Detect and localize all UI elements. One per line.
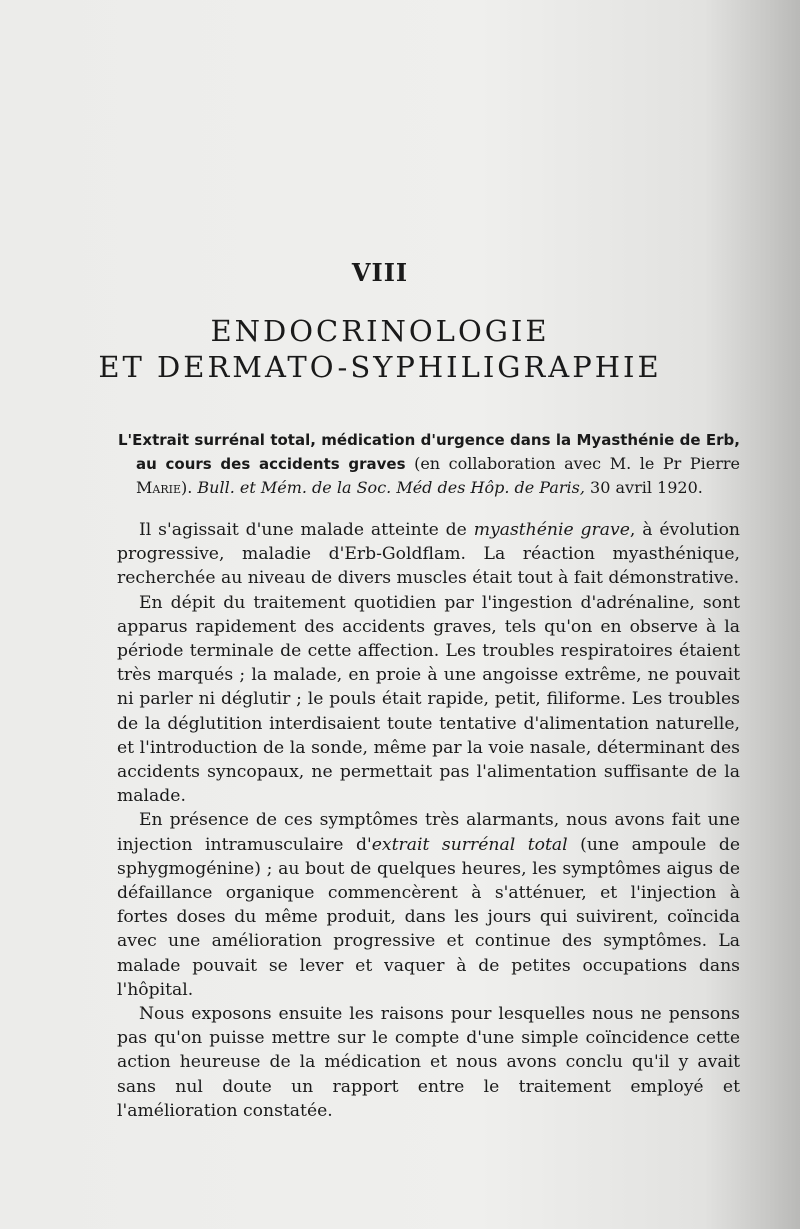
chapter-number: VIII [351,258,409,287]
bibliographic-reference [118,428,740,500]
paragraph-3-emphasis: extrait surrénal total [371,834,568,855]
reference-date: 30 avril 1920. [584,478,703,497]
reference-collaboration: (en collaboration avec M. le Pr Pierre [405,454,740,473]
paragraph-1-text-b: , à évolution progressive, maladie d'Erb-Goldflam. La réaction myasthénique, recherchée au niveau de divers muscles était tout à fait démonstrative. [117,520,740,589]
chapter-title-line-1: ENDOCRINOLOGIE [210,314,550,348]
paragraph-2: En dépit du traitement quotidien par l'ingestion d'adrénaline, sont apparus rapidement des accidents graves, tels qu'on en observe à la période terminale de cette affection. Les troubles respiratoires étaient très marqués ; la malade, en proie à une angoisse extrême, ne pouvait ni parler ni déglutir ; le pouls était rapide, petit, filiforme. Les troubles de la déglutition interdisaient toute tentative d'alimentation naturelle, et l'introduction de la sonde, même par la voie nasale, déterminant des accidents syncopaux, ne permettait pas l'alimentation suffisante de la malade. [117,592,740,807]
paragraph-4: Nous exposons ensuite les raisons pour lesquelles nous ne pensons pas qu'on puisse mettre sur le compte d'une simple coïncidence cette action heureuse de la médication et nous avons conclu qu'il y avait sans nul doute un rapport entre le traitement employé et l'amélioration constatée. [117,1004,740,1121]
chapter-title-line-2: ET DERMATO-SYPHILIGRAPHIE [98,350,662,384]
paragraph-1 [117,518,740,591]
paragraph-1-emphasis: myasthénie grave [473,520,630,540]
reference-journal: Bull. et Mém. de la Soc. Méd des Hôp. de Paris, [197,478,585,497]
paragraph-1-text-a: Il s'agissait d'une malade atteinte de [139,520,474,540]
reference-entry [118,428,740,500]
body-text [117,518,740,1123]
paragraph-3-text-b: (une ampoule de sphygmogénine) ; au bout de quelques heures, les symptômes aigus de défaillance organique commencèrent à s'atténuer, et l'injection à fortes doses du même produit, dans les jours qui suivirent, coïncida avec une amélioration progressive et continue des symptômes. La malade pouvait se lever et vaquer à de petites occupations dans l'hôpital. [117,834,740,1000]
reference-collaboration-end: ). [180,478,193,497]
paragraph-3-text-a: En présence de ces symptômes très alarmants, nous avons fait une injection intramusculaire d' [117,810,740,855]
reference-collaborator-name: Marie [136,478,181,497]
paragraph-3 [117,808,740,1002]
reference-title: L'Extrait surrénal total, médication d'urgence dans la Myasthénie de Erb, au cours des accidents graves [118,431,740,473]
